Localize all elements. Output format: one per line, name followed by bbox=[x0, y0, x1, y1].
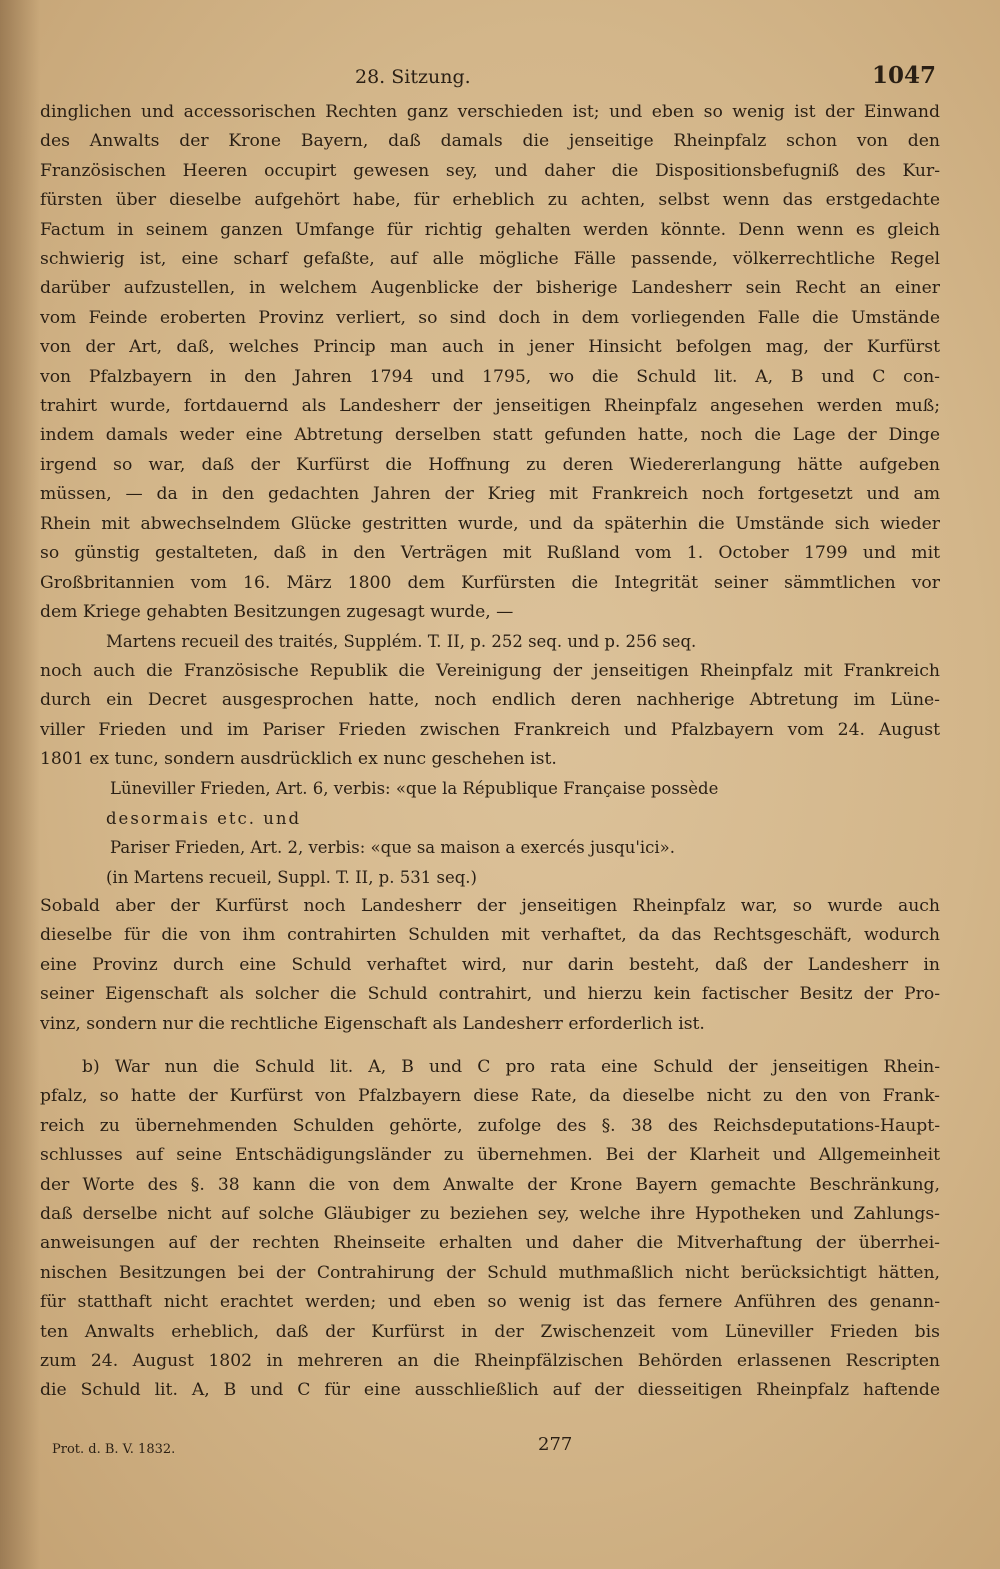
text-line: darüber aufzustellen, in welchem Augenblicke der bisherige Landesherr sein Recht an einer bbox=[40, 278, 940, 299]
text-line: fürsten über dieselbe aufgehört habe, für erheblich zu achten, selbst wenn das erstgedachte bbox=[40, 190, 940, 211]
text-line: indem damals weder eine Abtretung derselben statt gefunden hatte, noch die Lage der Dinge bbox=[40, 425, 940, 446]
text-line: b) War nun die Schuld lit. A, B und C pro rata eine Schuld der jenseitigen Rhein- bbox=[82, 1057, 940, 1077]
paragraph-1 bbox=[40, 98, 940, 627]
text-line: ten Anwalts erheblich, daß der Kurfürst in der Zwischenzeit vom Lüneviller Frieden bis bbox=[40, 1321, 940, 1342]
quote-line: Lüneviller Frieden, Art. 6, verbis: «que la République Française possède bbox=[110, 779, 719, 799]
text-line: vinz, sondern nur die rechtliche Eigenschaft als Landesherr erforderlich ist. bbox=[40, 1013, 705, 1034]
text-line: dieselbe für die von ihm contrahirten Schulden mit verhaftet, da das Rechtsgeschäft, wodurch bbox=[40, 925, 940, 946]
text-line: müssen, — da in den gedachten Jahren der Krieg mit Frankreich noch fortgesetzt und am bbox=[40, 484, 940, 505]
citation-martens bbox=[40, 627, 940, 656]
text-line: Großbritannien vom 16. März 1800 dem Kurfürsten die Integrität seiner sämmtlichen vor bbox=[40, 572, 940, 593]
text-line: die Schuld lit. A, B und C für eine ausschließlich auf der diesseitigen Rheinpfalz haftende bbox=[40, 1380, 940, 1401]
paragraph-b bbox=[40, 1053, 940, 1406]
running-title: 28. Sitzung. bbox=[355, 66, 471, 88]
text-line: nischen Besitzungen bei der Contrahirung der Schuld muthmaßlich nicht berücksichtigt hätten, bbox=[40, 1262, 940, 1283]
page-footer bbox=[52, 1430, 940, 1460]
text-line: schlusses auf seine Entschädigungsländer zu übernehmen. Bei der Klarheit und Allgemeinheit bbox=[40, 1145, 940, 1166]
text-line: durch ein Decret ausgesprochen hatte, noch endlich deren nachherige Abtretung im Lüne- bbox=[40, 690, 940, 711]
page-header bbox=[40, 58, 940, 98]
text-line: zum 24. August 1802 in mehreren an die Rheinpfälzischen Behörden erlassenen Rescripten bbox=[40, 1351, 940, 1372]
text-line: anweisungen auf der rechten Rheinseite erhalten und daher die Mitverhaftung der überrhei- bbox=[40, 1233, 940, 1254]
text-line: des Anwalts der Krone Bayern, daß damals die jenseitige Rheinpfalz schon von den bbox=[40, 131, 940, 152]
quote-paris bbox=[40, 833, 940, 892]
text-line: daß derselbe nicht auf solche Gläubiger zu beziehen sey, welche ihre Hypotheken und Zahlungs- bbox=[40, 1204, 940, 1225]
text-line: reich zu übernehmenden Schulden gehörte, zufolge des §. 38 des Reichsdeputations-Haupt- bbox=[40, 1115, 940, 1136]
text-line: Factum in seinem ganzen Umfange für richtig gehalten werden könnte. Denn wenn es gleich bbox=[40, 219, 940, 240]
body-text bbox=[40, 98, 940, 1406]
text-line: irgend so war, daß der Kurfürst die Hoffnung zu deren Wiedererlangung hätte aufgeben bbox=[40, 454, 940, 475]
quote-reference: (in Martens recueil, Suppl. T. II, p. 531 seq.) bbox=[106, 867, 477, 887]
paragraph-spacer bbox=[40, 1039, 940, 1053]
quote-line: desormais etc. und bbox=[106, 808, 302, 828]
text-line: viller Frieden und im Pariser Frieden zwischen Frankreich und Pfalzbayern vom 24. August bbox=[40, 719, 940, 740]
text-line: trahirt wurde, fortdauernd als Landesherr der jenseitigen Rheinpfalz angesehen werden muß; bbox=[40, 396, 940, 417]
page-number: 1047 bbox=[871, 62, 936, 89]
paragraph-2 bbox=[40, 657, 940, 775]
text-line: der Worte des §. 38 kann die von dem Anwalte der Krone Bayern gemachte Beschränkung, bbox=[40, 1174, 940, 1195]
text-line: 1801 ex tunc, sondern ausdrücklich ex nunc geschehen ist. bbox=[40, 748, 557, 769]
text-line: noch auch die Französische Republik die Vereinigung der jenseitigen Rheinpfalz mit Frankreich bbox=[40, 660, 940, 681]
quote-luneville bbox=[40, 774, 940, 833]
quote-line: Pariser Frieden, Art. 2, verbis: «que sa maison a exercés jusqu'ici». bbox=[110, 838, 676, 858]
text-line: von Pfalzbayern in den Jahren 1794 und 1795, wo die Schuld lit. A, B und C con- bbox=[40, 366, 940, 387]
text-line: so günstig gestalteten, daß in den Verträgen mit Rußland vom 1. October 1799 und mit bbox=[40, 543, 940, 564]
text-line: vom Feinde eroberten Provinz verliert, so sind doch in dem vorliegenden Falle die Umstände bbox=[40, 307, 940, 328]
text-line: dinglichen und accessorischen Rechten ganz verschieden ist; und eben so wenig ist der Einwand bbox=[40, 102, 940, 122]
paragraph-3 bbox=[40, 892, 940, 1039]
text-line: eine Provinz durch eine Schuld verhaftet wird, nur darin besteht, daß der Landesherr in bbox=[40, 954, 940, 975]
signature-mark: 277 bbox=[538, 1434, 573, 1455]
text-line: schwierig ist, eine scharf gefaßte, auf alle mögliche Fälle passende, völkerrechtliche Regel bbox=[40, 249, 940, 270]
citation-line: Martens recueil des traités, Supplém. T. II, p. 252 seq. und p. 256 seq. bbox=[106, 632, 697, 652]
text-line: Französischen Heeren occupirt gewesen sey, und daher die Dispositionsbefugniß des Kur- bbox=[40, 160, 940, 181]
text-line: dem Kriege gehabten Besitzungen zugesagt wurde, — bbox=[40, 601, 514, 622]
text-line: seiner Eigenschaft als solcher die Schuld contrahirt, und hierzu kein factischer Besitz der Pro- bbox=[40, 984, 940, 1005]
text-line: Sobald aber der Kurfürst noch Landesherr der jenseitigen Rheinpfalz war, so wurde auch bbox=[40, 895, 940, 916]
text-line: pfalz, so hatte der Kurfürst von Pfalzbayern diese Rate, da dieselbe nicht zu den von Frank- bbox=[40, 1086, 940, 1107]
text-line: Rhein mit abwechselndem Glücke gestritten wurde, und da späterhin die Umstände sich wieder bbox=[40, 513, 940, 534]
footer-publication: Prot. d. B. V. 1832. bbox=[52, 1442, 176, 1457]
text-line: für statthaft nicht erachtet werden; und eben so wenig ist das fernere Anführen des genann- bbox=[40, 1292, 940, 1313]
text-line: von der Art, daß, welches Princip man auch in jener Hinsicht befolgen mag, der Kurfürst bbox=[40, 337, 940, 358]
